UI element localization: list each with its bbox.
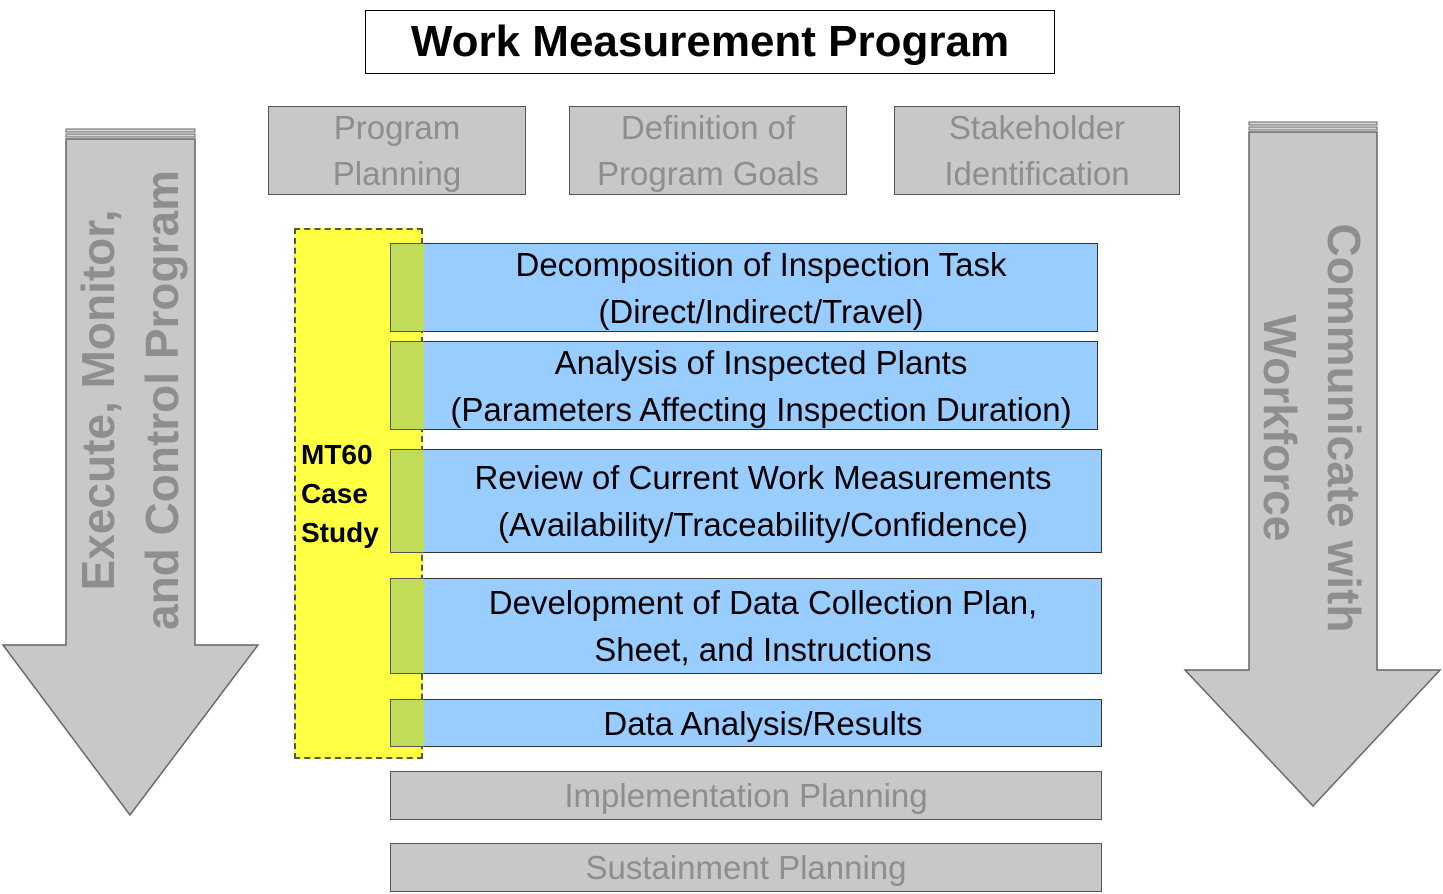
case-overlap	[390, 243, 424, 332]
stakeholder-line1: Stakeholder	[948, 108, 1126, 146]
step-decomposition-line1: Decomposition of Inspection Task	[515, 245, 1007, 283]
stakeholder-identification-box	[894, 106, 1180, 195]
right-arrow-label-line2: Workforce	[1254, 314, 1306, 542]
step-data-collection-line2: Sheet, and Instructions	[594, 631, 932, 668]
left-arrow-label	[66, 170, 194, 630]
step-decomposition	[390, 243, 1098, 332]
step-data-collection	[390, 578, 1102, 674]
implementation-planning-box	[390, 771, 1102, 820]
step-data-analysis-label: Data Analysis/Results	[603, 704, 923, 742]
implementation-planning-label: Implementation Planning	[564, 776, 928, 814]
case-study-label	[301, 435, 391, 552]
step-review-line1: Review of Current Work Measurements	[474, 459, 1052, 496]
step-review-line2: (Availability/Traceability/Confidence)	[497, 506, 1029, 543]
step-analysis-line1: Analysis of Inspected Plants	[554, 343, 968, 381]
right-arrow-label	[1248, 224, 1376, 633]
case-study-line3: Study	[301, 517, 379, 548]
stakeholder-line2: Identification	[944, 154, 1130, 192]
step-analysis-line2: (Parameters Affecting Inspection Duration)	[450, 390, 1072, 428]
case-study-line1: MT60	[301, 439, 373, 470]
diagram-title: Work Measurement Program	[365, 10, 1055, 74]
case-overlap	[390, 341, 424, 430]
step-data-analysis	[390, 699, 1102, 747]
program-planning-line1: Program	[333, 108, 461, 146]
sustainment-planning-label: Sustainment Planning	[585, 848, 907, 886]
step-decomposition-line2: (Direct/Indirect/Travel)	[598, 292, 924, 330]
program-planning-line2: Planning	[332, 154, 462, 192]
right-arrow-label-line1: Communicate with	[1318, 223, 1370, 633]
case-overlap	[390, 449, 424, 553]
program-goals-line2: Program Goals	[597, 154, 819, 192]
case-overlap	[390, 578, 424, 674]
program-goals-box	[569, 106, 847, 195]
step-analysis	[390, 341, 1098, 430]
case-overlap	[390, 699, 424, 747]
step-data-collection-line1: Development of Data Collection Plan,	[488, 584, 1038, 621]
step-review	[390, 449, 1102, 553]
case-study-line2: Case	[301, 478, 368, 509]
sustainment-planning-box	[390, 843, 1102, 892]
left-arrow-label-line1: Execute, Monitor,	[72, 209, 124, 591]
program-planning-box	[268, 106, 526, 195]
left-arrow-label-line2: and Control Program	[136, 169, 188, 631]
program-goals-line1: Definition of	[620, 108, 796, 146]
